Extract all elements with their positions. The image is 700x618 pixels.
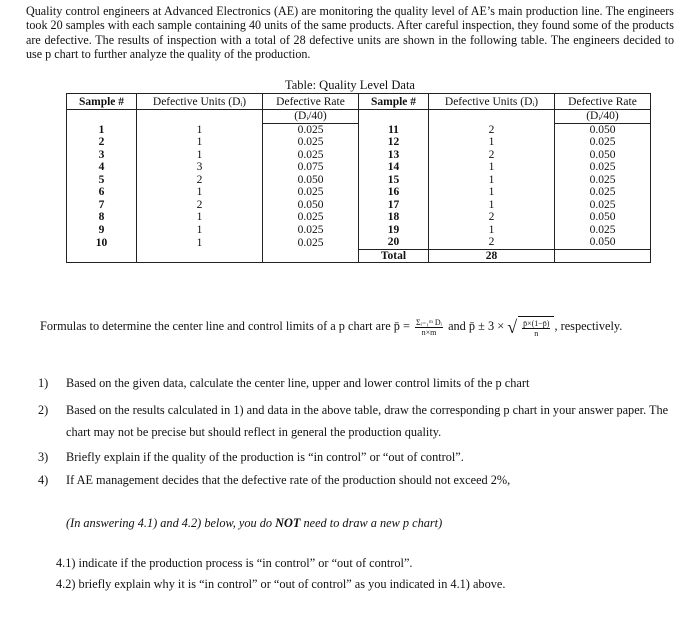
header-defective-units: Defective Units (Dᵢ) <box>429 94 555 110</box>
table-cell: 11 <box>359 123 429 136</box>
table-cell: 0.025 <box>555 186 651 199</box>
table-cell: 3 <box>137 161 263 174</box>
table-row <box>67 136 651 149</box>
subheader-rate: (Dᵢ/40) <box>555 110 651 124</box>
control-limit-label: p̄ ± 3 × <box>468 319 505 333</box>
table-cell: 1 <box>137 136 263 149</box>
blank-cell <box>67 110 137 124</box>
subquestion-list <box>56 556 505 598</box>
table-cell: 0.025 <box>555 161 651 174</box>
subheader-rate: (Dᵢ/40) <box>263 110 359 124</box>
table-row <box>67 236 651 249</box>
table-cell: 3 <box>67 149 137 162</box>
table-cell: 0.050 <box>555 149 651 162</box>
note-emphasis: NOT <box>275 516 301 530</box>
header-defective-units: Defective Units (Dᵢ) <box>137 94 263 110</box>
table-cell: 0.025 <box>263 224 359 237</box>
table-row <box>67 149 651 162</box>
question-item <box>38 376 678 391</box>
subquestion-item: 4.1) indicate if the production process is “in control” or “out of control”. <box>56 556 413 570</box>
table-cell: 14 <box>359 161 429 174</box>
table-row <box>67 123 651 136</box>
table-cell: 1 <box>429 199 555 212</box>
table-cell <box>555 249 651 263</box>
formula-and: and <box>448 319 466 333</box>
blank-cell <box>359 110 429 124</box>
table-cell: 15 <box>359 174 429 187</box>
table-cell <box>137 249 263 263</box>
subquestion-item: 4.2) briefly explain why it is “in control” or “out of control” as you indicated in 4.1) above. <box>56 577 506 591</box>
table-cell: 10 <box>67 236 137 249</box>
table-cell: 0.025 <box>263 186 359 199</box>
table-row <box>67 199 651 212</box>
table-cell: 0.025 <box>555 136 651 149</box>
pbar-label: p̄ = <box>393 319 410 333</box>
table-cell: 0.025 <box>263 211 359 224</box>
table-row <box>67 224 651 237</box>
table-subheader-row <box>67 110 651 124</box>
table-cell: 16 <box>359 186 429 199</box>
table-cell: 7 <box>67 199 137 212</box>
table-cell: 0.025 <box>263 123 359 136</box>
table-row <box>67 186 651 199</box>
question-text: Based on the given data, calculate the center line, upper and lower control limits of the p chart <box>66 376 530 390</box>
table-cell: 2 <box>137 174 263 187</box>
question-text: Based on the results calculated in 1) and data in the above table, draw the corresponding p chart in your answer paper. The chart may not be precise but should reflect in general the production quality. <box>66 403 669 439</box>
question-number: 1) <box>38 376 49 390</box>
question-list <box>38 376 678 488</box>
fraction-numerator: Σᵢ₌₁ᵐ Dᵢ <box>416 317 442 327</box>
table-cell: 2 <box>137 199 263 212</box>
table-cell: 6 <box>67 186 137 199</box>
total-value: 28 <box>429 249 555 263</box>
table-cell: 0.025 <box>555 224 651 237</box>
table-cell: 18 <box>359 211 429 224</box>
table-row <box>67 211 651 224</box>
blank-cell <box>429 110 555 124</box>
table-header-row <box>67 94 651 110</box>
question-number: 2) <box>38 403 49 417</box>
question-number: 4) <box>38 473 49 487</box>
table-cell: 0.025 <box>263 149 359 162</box>
intro-paragraph: Quality control engineers at Advanced Electronics (AE) are monitoring the quality level of AE’s main production line. The engineers took 20 samples with each sample containing 40 units of the same products. After careful inspection, they found some of the products are defective. The results of inspection with a total of 28 defective units are shown in the following table. The engineers decided to use p chart to further analyze the quality of the production. <box>26 4 674 62</box>
sqrt-radicand <box>518 316 554 338</box>
formula-prefix: Formulas to determine the center line and control limits of a p chart are <box>40 319 391 333</box>
table-cell: 1 <box>137 149 263 162</box>
header-sample: Sample # <box>359 94 429 110</box>
table-cell: 17 <box>359 199 429 212</box>
table-cell: 0.050 <box>555 123 651 136</box>
table-cell: 0.050 <box>263 174 359 187</box>
table-cell: 0.050 <box>555 211 651 224</box>
note-part: (In answering 4.1) and 4.2) below, you do <box>66 516 276 530</box>
blank-cell <box>137 110 263 124</box>
formula-suffix: , respectively. <box>554 319 623 333</box>
note-part: need to draw a new p chart) <box>300 516 443 530</box>
header-sample: Sample # <box>67 94 137 110</box>
center-line-fraction <box>415 318 443 337</box>
question-item <box>38 399 678 443</box>
table-cell: 1 <box>429 161 555 174</box>
fraction-denominator: n×m <box>421 327 437 337</box>
fraction-numerator: p̄×(1−p̄) <box>523 319 550 328</box>
table-cell: 2 <box>429 211 555 224</box>
fraction-denominator: n <box>534 329 539 338</box>
table-cell: 5 <box>67 174 137 187</box>
control-limit-fraction <box>522 319 550 338</box>
table-cell: 2 <box>429 123 555 136</box>
header-defective-rate: Defective Rate <box>555 94 651 110</box>
table-cell: 2 <box>67 136 137 149</box>
question-item <box>38 450 678 465</box>
formula-line <box>40 316 680 338</box>
table-cell: 1 <box>429 224 555 237</box>
table-cell: 1 <box>429 186 555 199</box>
quality-data-table <box>66 93 651 263</box>
question-text: If AE management decides that the defective rate of the production should not exceed 2%, <box>66 473 511 487</box>
total-label: Total <box>359 249 429 263</box>
table-cell: 1 <box>137 236 263 249</box>
sqrt-icon: √ <box>507 317 518 338</box>
table-cell: 0.050 <box>555 236 651 249</box>
question-text: Briefly explain if the quality of the production is “in control” or “out of control”. <box>66 450 464 464</box>
table-cell: 1 <box>137 123 263 136</box>
table-cell: 4 <box>67 161 137 174</box>
table-cell: 1 <box>429 174 555 187</box>
table-row <box>67 161 651 174</box>
table-cell: 8 <box>67 211 137 224</box>
question-item <box>38 473 678 488</box>
note-text <box>66 516 442 531</box>
table-cell: 9 <box>67 224 137 237</box>
table-cell: 1 <box>137 224 263 237</box>
table-cell: 0.025 <box>263 136 359 149</box>
table-total-row <box>67 249 651 263</box>
table-cell <box>67 249 137 263</box>
table-caption: Table: Quality Level Data <box>285 78 415 92</box>
table-cell: 12 <box>359 136 429 149</box>
table-cell: 2 <box>429 236 555 249</box>
table-cell: 19 <box>359 224 429 237</box>
header-defective-rate: Defective Rate <box>263 94 359 110</box>
table-cell: 20 <box>359 236 429 249</box>
question-number: 3) <box>38 450 49 464</box>
table-row <box>67 174 651 187</box>
table-cell: 2 <box>429 149 555 162</box>
table-cell: 0.025 <box>555 174 651 187</box>
table-cell: 0.025 <box>263 236 359 249</box>
table-cell: 1 <box>67 123 137 136</box>
table-cell: 0.050 <box>263 199 359 212</box>
table-cell: 1 <box>137 211 263 224</box>
table-cell: 0.025 <box>555 199 651 212</box>
table-cell: 0.075 <box>263 161 359 174</box>
table-cell <box>263 249 359 263</box>
table-cell: 1 <box>137 186 263 199</box>
table-cell: 13 <box>359 149 429 162</box>
table-cell: 1 <box>429 136 555 149</box>
